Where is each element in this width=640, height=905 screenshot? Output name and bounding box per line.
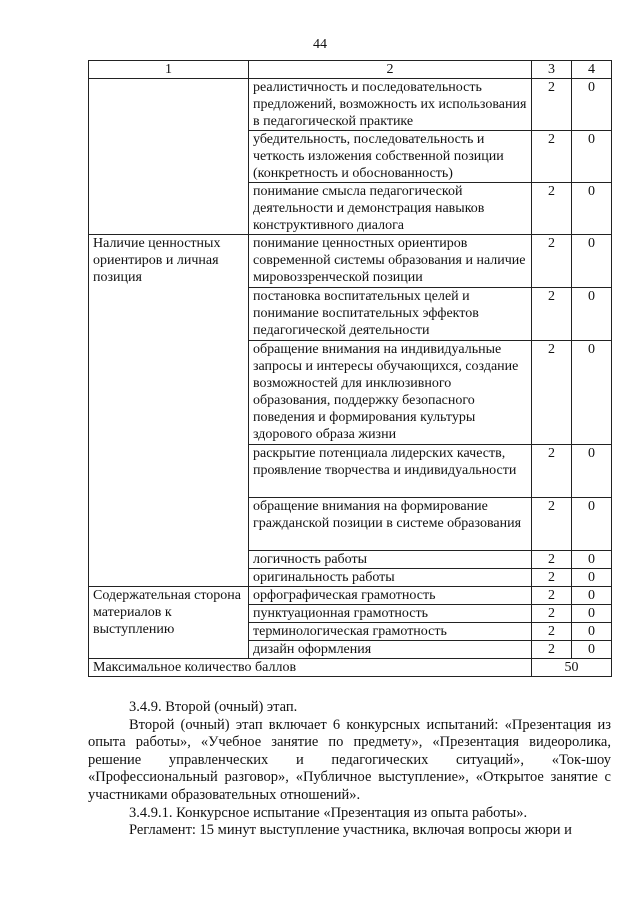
criteria-table xyxy=(88,60,612,677)
section-paragraph: Регламент: 15 минут выступление участника, включая вопросы жюри и xyxy=(129,822,572,839)
criterion-cell: обращение внимания на индивидуальные запросы и интересы обучающихся, создание возможностей для инклюзивного образования, поддержку безопасного поведения и формирования культуры здорового образа жизни xyxy=(249,341,532,445)
max-score-cell: 2 xyxy=(532,587,572,605)
max-score-cell: 2 xyxy=(532,131,572,183)
min-score-cell: 0 xyxy=(572,498,612,551)
header-cell: 2 xyxy=(249,61,532,79)
min-score-cell: 0 xyxy=(572,79,612,131)
min-score-cell: 0 xyxy=(572,569,612,587)
max-score-cell: 2 xyxy=(532,623,572,641)
min-score-cell: 0 xyxy=(572,641,612,659)
criterion-cell: логичность работы xyxy=(249,551,532,569)
max-score-cell: 2 xyxy=(532,569,572,587)
criterion-cell: понимание ценностных ориентиров современной системы образования и наличие мировоззренческой позиции xyxy=(249,235,532,288)
min-score-cell: 0 xyxy=(572,341,612,445)
min-score-cell: 0 xyxy=(572,445,612,498)
table-row xyxy=(89,235,612,288)
group-name-cell xyxy=(89,79,249,235)
max-score-cell: 2 xyxy=(532,288,572,341)
max-score-cell: 2 xyxy=(532,551,572,569)
table-row xyxy=(89,587,612,605)
section-paragraph: Второй (очный) этап включает 6 конкурсных испытаний: «Презентация из опыта работы», «Учебное занятие по предмету», «Презентация видеоролика, решение управленческих и педагогических ситуаций», «Ток-шоу «Профессиональный разговор», «Публичное выступление», «Открытое занятие с участниками образовательных отношений». xyxy=(88,716,611,803)
min-score-cell: 0 xyxy=(572,623,612,641)
min-score-cell: 0 xyxy=(572,587,612,605)
criterion-cell: постановка воспитательных целей и понимание воспитательных эффектов педагогической деятельности xyxy=(249,288,532,341)
max-score-cell: 2 xyxy=(532,183,572,235)
max-score-cell: 2 xyxy=(532,445,572,498)
max-score-cell: 2 xyxy=(532,79,572,131)
min-score-cell: 0 xyxy=(572,288,612,341)
page-number: 44 xyxy=(313,37,327,52)
table-header-row xyxy=(89,61,612,79)
table-row xyxy=(89,79,612,131)
criterion-cell: раскрытие потенциала лидерских качеств, проявление творчества и индивидуальности xyxy=(249,445,532,498)
max-score-cell: 2 xyxy=(532,498,572,551)
criterion-cell: обращение внимания на формирование гражданской позиции в системе образования xyxy=(249,498,532,551)
criterion-cell: дизайн оформления xyxy=(249,641,532,659)
criterion-cell: оригинальность работы xyxy=(249,569,532,587)
header-cell: 1 xyxy=(89,61,249,79)
section-heading: 3.4.9. Второй (очный) этап. xyxy=(129,699,298,715)
criterion-cell: терминологическая грамотность xyxy=(249,623,532,641)
group-name-cell: Наличие ценностных ориентиров и личная позиция xyxy=(89,235,249,587)
max-score-cell: 2 xyxy=(532,341,572,445)
max-score-cell: 2 xyxy=(532,605,572,623)
criterion-cell: пунктуационная грамотность xyxy=(249,605,532,623)
min-score-cell: 0 xyxy=(572,131,612,183)
min-score-cell: 0 xyxy=(572,235,612,288)
min-score-cell: 0 xyxy=(572,183,612,235)
total-row xyxy=(89,659,612,677)
header-cell: 3 xyxy=(532,61,572,79)
criterion-cell: понимание смысла педагогической деятельности и демонстрация навыков конструктивного диалога xyxy=(249,183,532,235)
total-label: Максимальное количество баллов xyxy=(89,659,532,677)
criterion-cell: орфографическая грамотность xyxy=(249,587,532,605)
min-score-cell: 0 xyxy=(572,605,612,623)
group-name-cell: Содержательная сторона материалов к выступлению xyxy=(89,587,249,659)
header-cell: 4 xyxy=(572,61,612,79)
max-score-cell: 2 xyxy=(532,641,572,659)
total-value: 50 xyxy=(532,659,612,677)
subsection-heading: 3.4.9.1. Конкурсное испытание «Презентация из опыта работы». xyxy=(129,804,528,821)
criterion-cell: реалистичность и последовательность предложений, возможность их использования в педагогической практике xyxy=(249,79,532,131)
max-score-cell: 2 xyxy=(532,235,572,288)
min-score-cell: 0 xyxy=(572,551,612,569)
section-text xyxy=(88,699,611,840)
criterion-cell: убедительность, последовательность и четкость изложения собственной позиции (конкретность и обоснованность) xyxy=(249,131,532,183)
